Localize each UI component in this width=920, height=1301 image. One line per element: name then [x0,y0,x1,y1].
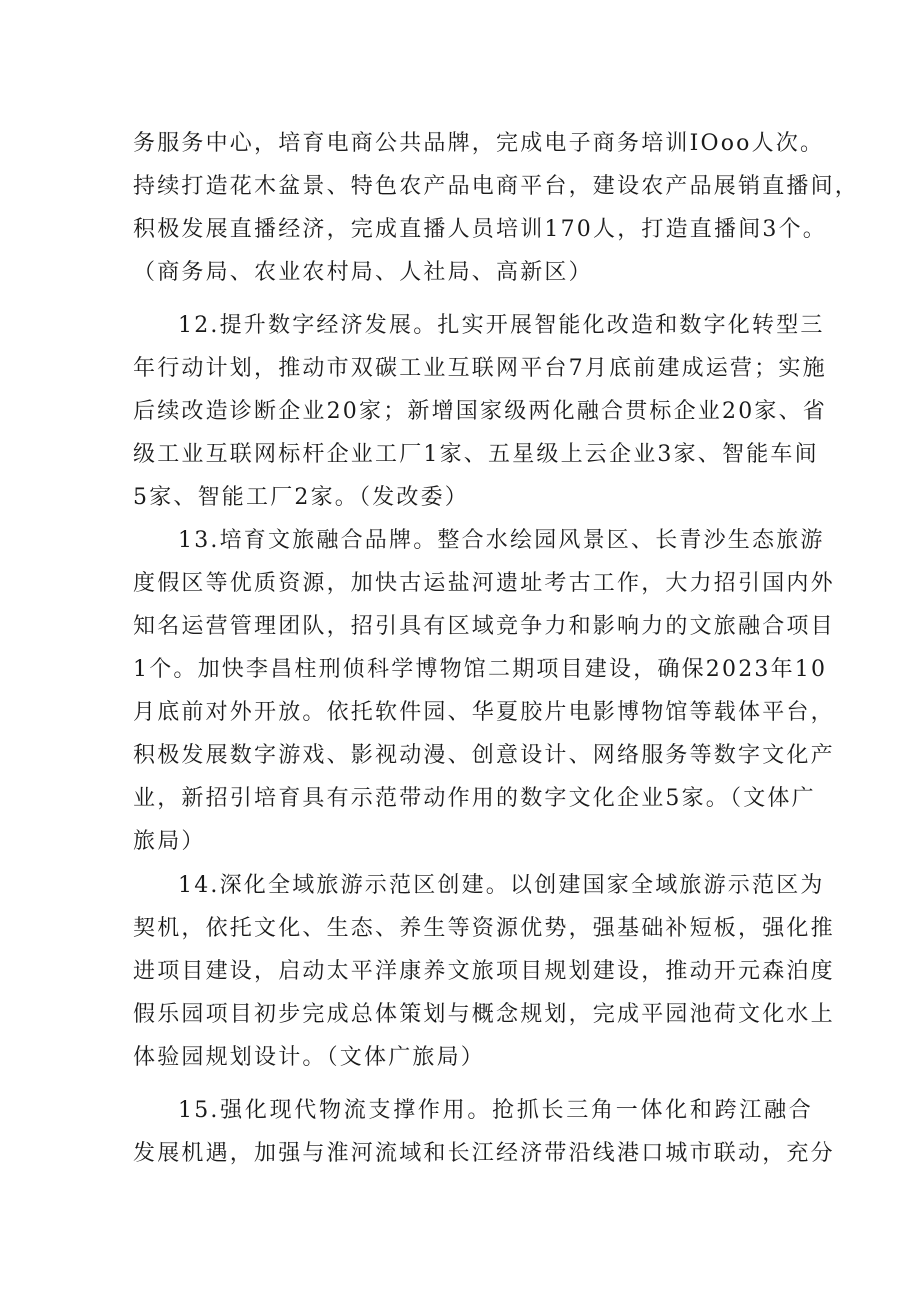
paragraph-line: 持续打造花木盆景、特色农产品电商平台，建设农产品展销直播间， [133,174,860,199]
paragraph-line: 务服务中心，培育电商公共品牌，完成电子商务培训IOoo人次。 [133,131,825,156]
paragraph-line: 进项目建设，启动太平洋康养文旅项目规划建设，推动开元森泊度 [133,959,835,984]
paragraph-heading-line: 12.提升数字经济发展。扎实开展智能化改造和数字化转型三 [178,313,825,338]
paragraph-line: （商务局、农业农村局、人社局、高新区） [133,260,593,285]
paragraph-line: 月底前对外开放。依托软件园、华夏胶片电影博物馆等载体平台， [133,700,835,725]
paragraph-heading-line: 15.强化现代物流支撑作用。抢抓长三角一体化和跨江融合 [178,1098,813,1123]
paragraph-line: 5家、智能工厂2家。（发改委） [133,485,469,510]
paragraph-line: 1个。加快李昌柱刑侦科学博物馆二期项目建设，确保2023年10 [133,657,828,682]
paragraph-line: 年行动计划，推动市双碳工业互联网平台7月底前建成运营；实施 [133,356,827,381]
paragraph-line: 积极发展数字游戏、影视动漫、创意设计、网络服务等数字文化产 [133,743,835,768]
paragraph-line: 级工业互联网标杆企业工厂1家、五星级上云企业3家、智能车间 [133,442,819,467]
paragraph-heading-line: 13.培育文旅融合品牌。整合水绘园风景区、长青沙生态旅游 [178,528,825,553]
paragraph-line: 契机，依托文化、生态、养生等资源优势，强基础补短板，强化推 [133,916,835,941]
paragraph-line: 发展机遇，加强与淮河流域和长江经济带沿线港口城市联动，充分 [133,1141,835,1166]
paragraph-line: 假乐园项目初步完成总体策划与概念规划，完成平园池荷文化水上 [133,1002,835,1027]
paragraph-line: 旅局） [133,829,206,854]
paragraph-line: 积极发展直播经济，完成直播人员培训170人，打造直播间3个。 [133,217,827,242]
paragraph-line: 后续改造诊断企业20家；新增国家级两化融合贯标企业20家、省 [133,399,827,424]
paragraph-line: 知名运营管理团队，招引具有区域竞争力和影响力的文旅融合项目 [133,614,835,639]
paragraph-heading-line: 14.深化全域旅游示范区创建。以创建国家全域旅游示范区为 [178,873,825,898]
paragraph-line: 体验园规划设计。（文体广旅局） [133,1045,486,1070]
paragraph-line: 度假区等优质资源，加快古运盐河遗址考古工作，大力招引国内外 [133,571,835,596]
paragraph-line: 业，新招引培育具有示范带动作用的数字文化企业5家。（文体广 [133,786,816,811]
